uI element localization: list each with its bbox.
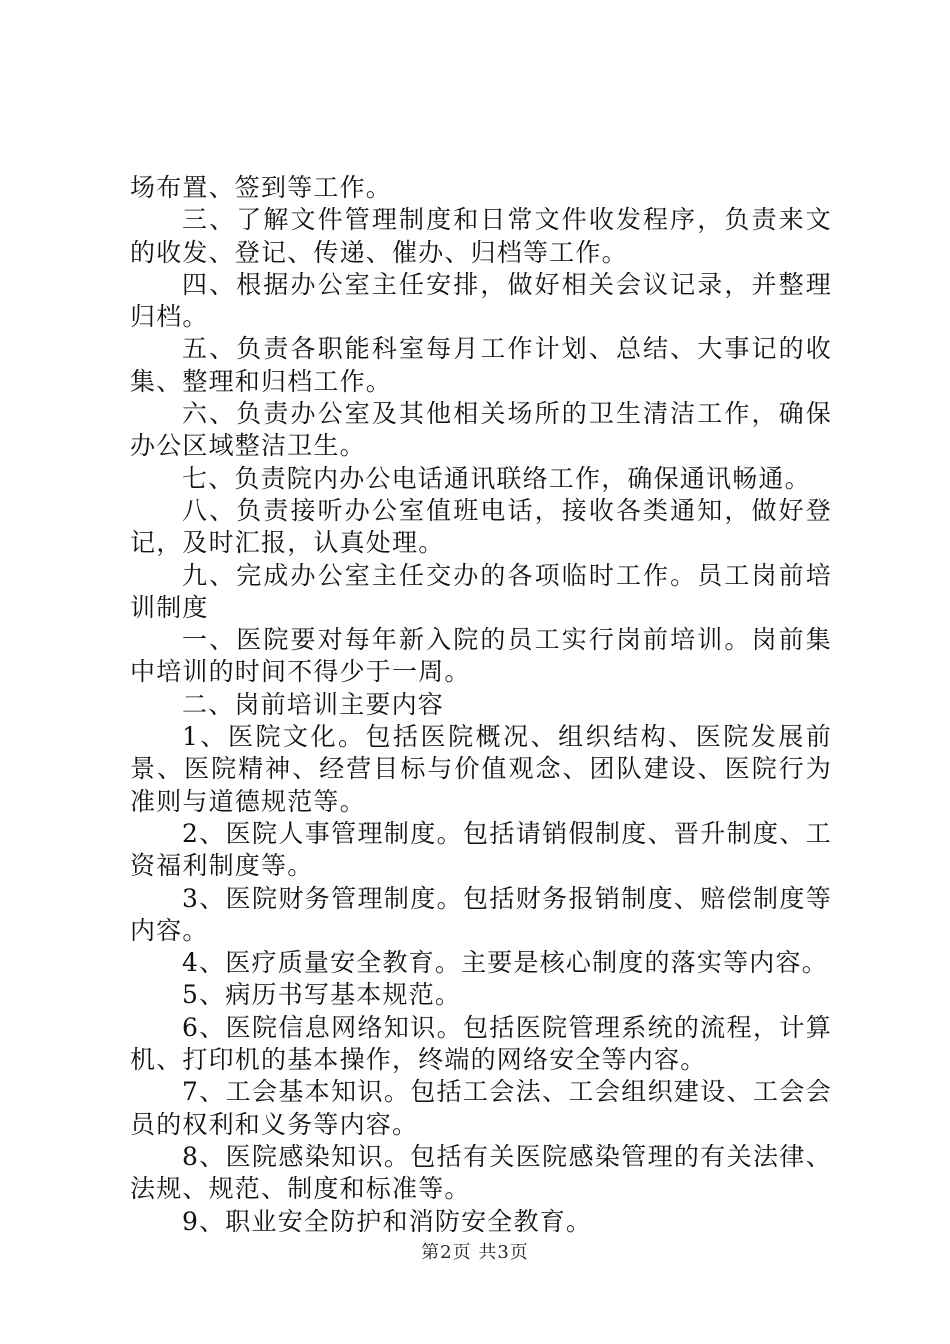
paragraph: 场布置、签到等工作。 [130, 173, 393, 202]
paragraph: 3、医院财务管理制度。包括财务报销制度、赔偿制度等内容。 [130, 883, 832, 945]
paragraph: 9、职业安全防护和消防安全教育。 [182, 1206, 593, 1236]
paragraph: 二、岗前培训主要内容 [182, 689, 445, 719]
page-footer: 第2页 共3页 [421, 1242, 529, 1263]
paragraph: 2、医院人事管理制度。包括请销假制度、晋升制度、工资福利制度等。 [130, 818, 832, 881]
paragraph: 一、医院要对每年新入院的员工实行岗前培训。岗前集中培训的时间不得少于一周。 [130, 625, 832, 687]
paragraph: 1、医院文化。包括医院概况、组织结构、医院发展前景、医院精神、经营目标与价值观念、团队建设、医院行为准则与道德规范等。 [130, 722, 832, 816]
paragraph: 八、负责接听办公室值班电话，接收各类通知，做好登记，及时汇报，认真处理。 [130, 495, 832, 558]
paragraph: 5、病历书写基本规范。 [182, 980, 462, 1010]
paragraph: 8、医院感染知识。包括有关医院感染管理的有关法律、法规、规范、制度和标准等。 [130, 1141, 832, 1204]
paragraph: 五、负责各职能科室每月工作计划、总结、大事记的收集、整理和归档工作。 [130, 334, 832, 396]
paragraph: 4、医疗质量安全教育。主要是核心制度的落实等内容。 [182, 948, 828, 978]
paragraph: 7、工会基本知识。包括工会法、工会组织建设、工会会员的权利和义务等内容。 [130, 1077, 832, 1139]
paragraph: 六、负责办公室及其他相关场所的卫生清洁工作，确保办公区域整洁卫生。 [130, 399, 832, 461]
paragraph: 三、了解文件管理制度和日常文件收发程序，负责来文的收发、登记、传递、催办、归档等工作。 [130, 205, 832, 267]
paragraph: 四、根据办公室主任安排，做好相关会议记录，并整理归档。 [130, 269, 832, 332]
document-body [130, 172, 832, 1238]
paragraph: 6、医院信息网络知识。包括医院管理系统的流程，计算机、打印机的基本操作，终端的网络安全等内容。 [130, 1012, 832, 1075]
paragraph: 七、负责院内办公电话通讯联络工作，确保通讯畅通。 [182, 463, 811, 493]
paragraph: 九、完成办公室主任交办的各项临时工作。员工岗前培训制度 [130, 560, 832, 622]
